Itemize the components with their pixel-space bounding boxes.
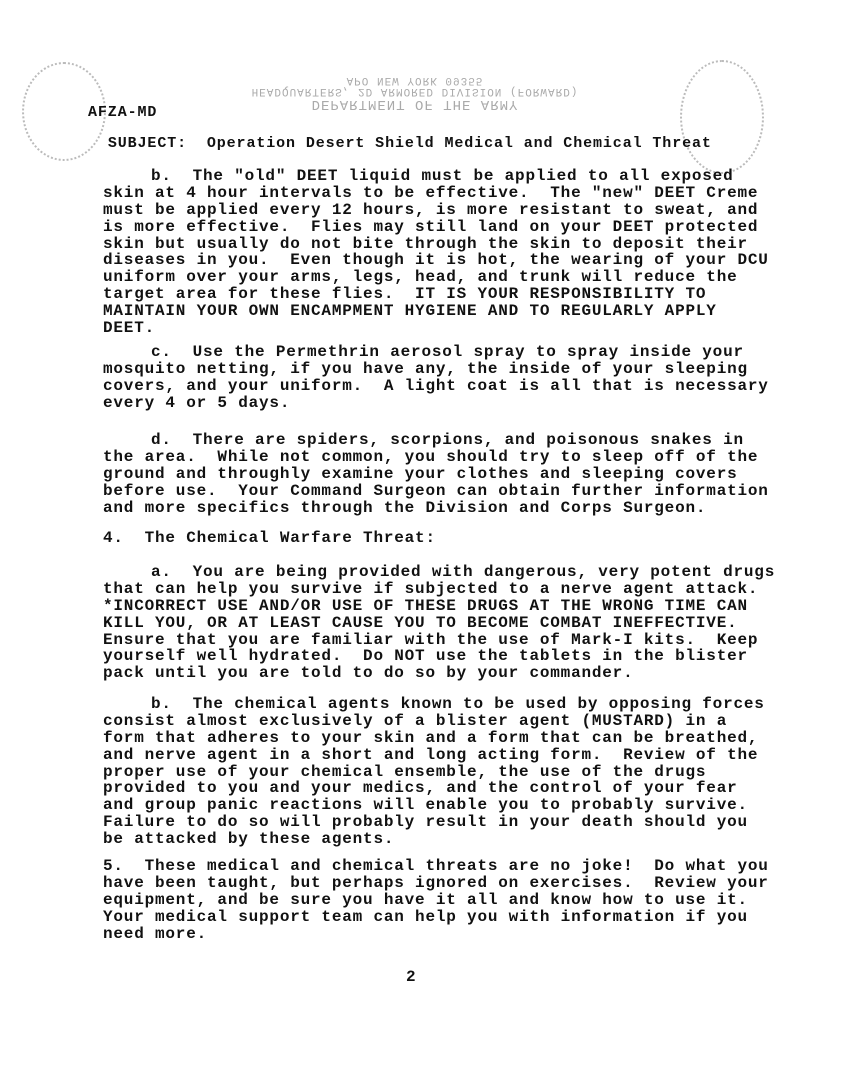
letterhead-line: APO NEW YORK 09355 bbox=[346, 74, 484, 86]
paragraph-4a bbox=[103, 564, 775, 682]
text-line: every 4 or 5 days. bbox=[103, 393, 291, 412]
paragraph-3c bbox=[103, 344, 769, 412]
subject-line bbox=[88, 118, 712, 152]
letterhead-bleedthrough bbox=[230, 74, 600, 112]
text-line: KILL YOU, OR AT LEAST CAUSE YOU TO BECOME COMBAT INEFFECTIVE. bbox=[103, 613, 738, 632]
seal-right-bleedthrough bbox=[680, 60, 764, 174]
text-line: DEET. bbox=[103, 319, 156, 338]
paragraph-3b bbox=[103, 168, 769, 337]
page-number: 2 bbox=[406, 968, 416, 986]
letterhead-line: DEPARTMENT OF THE ARMY bbox=[311, 96, 519, 112]
text-line: 5. These medical and chemical threats are no joke! Do what you bbox=[103, 857, 769, 875]
text-line: consist almost exclusively of a blister agent (MUSTARD) in a bbox=[103, 711, 728, 730]
text-line: 4. The Chemical Warfare Threat: bbox=[103, 529, 436, 547]
paragraph-4b bbox=[103, 696, 765, 848]
text-line: Failure to do so will probably result in your death should you bbox=[103, 813, 748, 832]
text-line: have been taught, but perhaps ignored on exercises. Review your bbox=[103, 873, 769, 892]
text-line: need more. bbox=[103, 924, 208, 943]
text-line: Your medical support team can help you with information if you bbox=[103, 907, 748, 926]
text-line: Ensure that you are familiar with the use of Mark-I kits. Keep bbox=[103, 630, 759, 649]
text-line: before use. Your Command Surgeon can obtain further information bbox=[103, 481, 769, 500]
text-line: target area for these flies. IT IS YOUR RESPONSIBILITY TO bbox=[103, 285, 707, 304]
text-line: be attacked by these agents. bbox=[103, 830, 395, 849]
text-line: b. The chemical agents known to be used by opposing forces bbox=[151, 695, 765, 713]
text-line: is more effective. Flies may still land on your DEET protected bbox=[103, 217, 759, 236]
text-line: *INCORRECT USE AND/OR USE OF THESE DRUGS AT THE WRONG TIME CAN bbox=[103, 596, 748, 615]
text-line: uniform over your arms, legs, head, and trunk will reduce the bbox=[103, 268, 738, 287]
text-line: and nerve agent in a short and long acting form. Review of the bbox=[103, 745, 759, 764]
text-line: form that adheres to your skin and a form that can be breathed, bbox=[103, 728, 759, 747]
text-line: must be applied every 12 hours, is more resistant to sweat, and bbox=[103, 200, 759, 219]
text-line: equipment, and be sure you have it all and know how to use it. bbox=[103, 890, 748, 909]
text-line: yourself well hydrated. Do NOT use the tablets in the blister bbox=[103, 647, 748, 666]
text-line: skin but usually do not bite through the skin to deposit their bbox=[103, 234, 748, 253]
text-line: skin at 4 hour intervals to be effective. The "new" DEET Creme bbox=[103, 183, 759, 202]
paragraph-5 bbox=[103, 858, 769, 942]
office-symbol: AFZA-MD bbox=[88, 104, 158, 121]
paragraph-3d bbox=[103, 432, 769, 516]
subject-label: SUBJECT: bbox=[107, 135, 188, 152]
text-line: d. There are spiders, scorpions, and poisonous snakes in bbox=[151, 431, 744, 449]
text-line: c. Use the Permethrin aerosol spray to spray inside your bbox=[151, 343, 744, 361]
text-line: mosquito netting, if you have any, the inside of your sleeping bbox=[103, 359, 748, 378]
letterhead-line: HEADQUARTERS, 2D ARMORED DIVISION (FORWARD) bbox=[251, 85, 579, 97]
text-line: proper use of your chemical ensemble, the use of the drugs bbox=[103, 762, 707, 781]
text-line: and more specifics through the Division and Corps Surgeon. bbox=[103, 498, 707, 517]
subject-text: Operation Desert Shield Medical and Chemical Threat bbox=[206, 135, 712, 152]
text-line: MAINTAIN YOUR OWN ENCAMPMENT HYGIENE AND TO REGULARLY APPLY bbox=[103, 302, 717, 321]
text-line: a. You are being provided with dangerous, very potent drugs bbox=[151, 563, 776, 581]
paragraph-4 bbox=[103, 530, 436, 547]
text-line: the area. While not common, you should try to sleep off of the bbox=[103, 447, 759, 466]
text-line: and group panic reactions will enable you to probably survive. bbox=[103, 796, 748, 815]
text-line: diseases in you. Even though it is hot, the wearing of your DCU bbox=[103, 251, 769, 270]
text-line: pack until you are told to do so by your commander. bbox=[103, 664, 634, 683]
text-line: covers, and your uniform. A light coat is all that is necessary bbox=[103, 376, 769, 395]
text-line: provided to you and your medics, and the control of your fear bbox=[103, 779, 738, 798]
text-line: ground and throughly examine your clothes and sleeping covers bbox=[103, 464, 738, 483]
text-line: b. The "old" DEET liquid must be applied to all exposed bbox=[151, 167, 734, 185]
text-line: that can help you survive if subjected to a nerve agent attack. bbox=[103, 579, 759, 598]
